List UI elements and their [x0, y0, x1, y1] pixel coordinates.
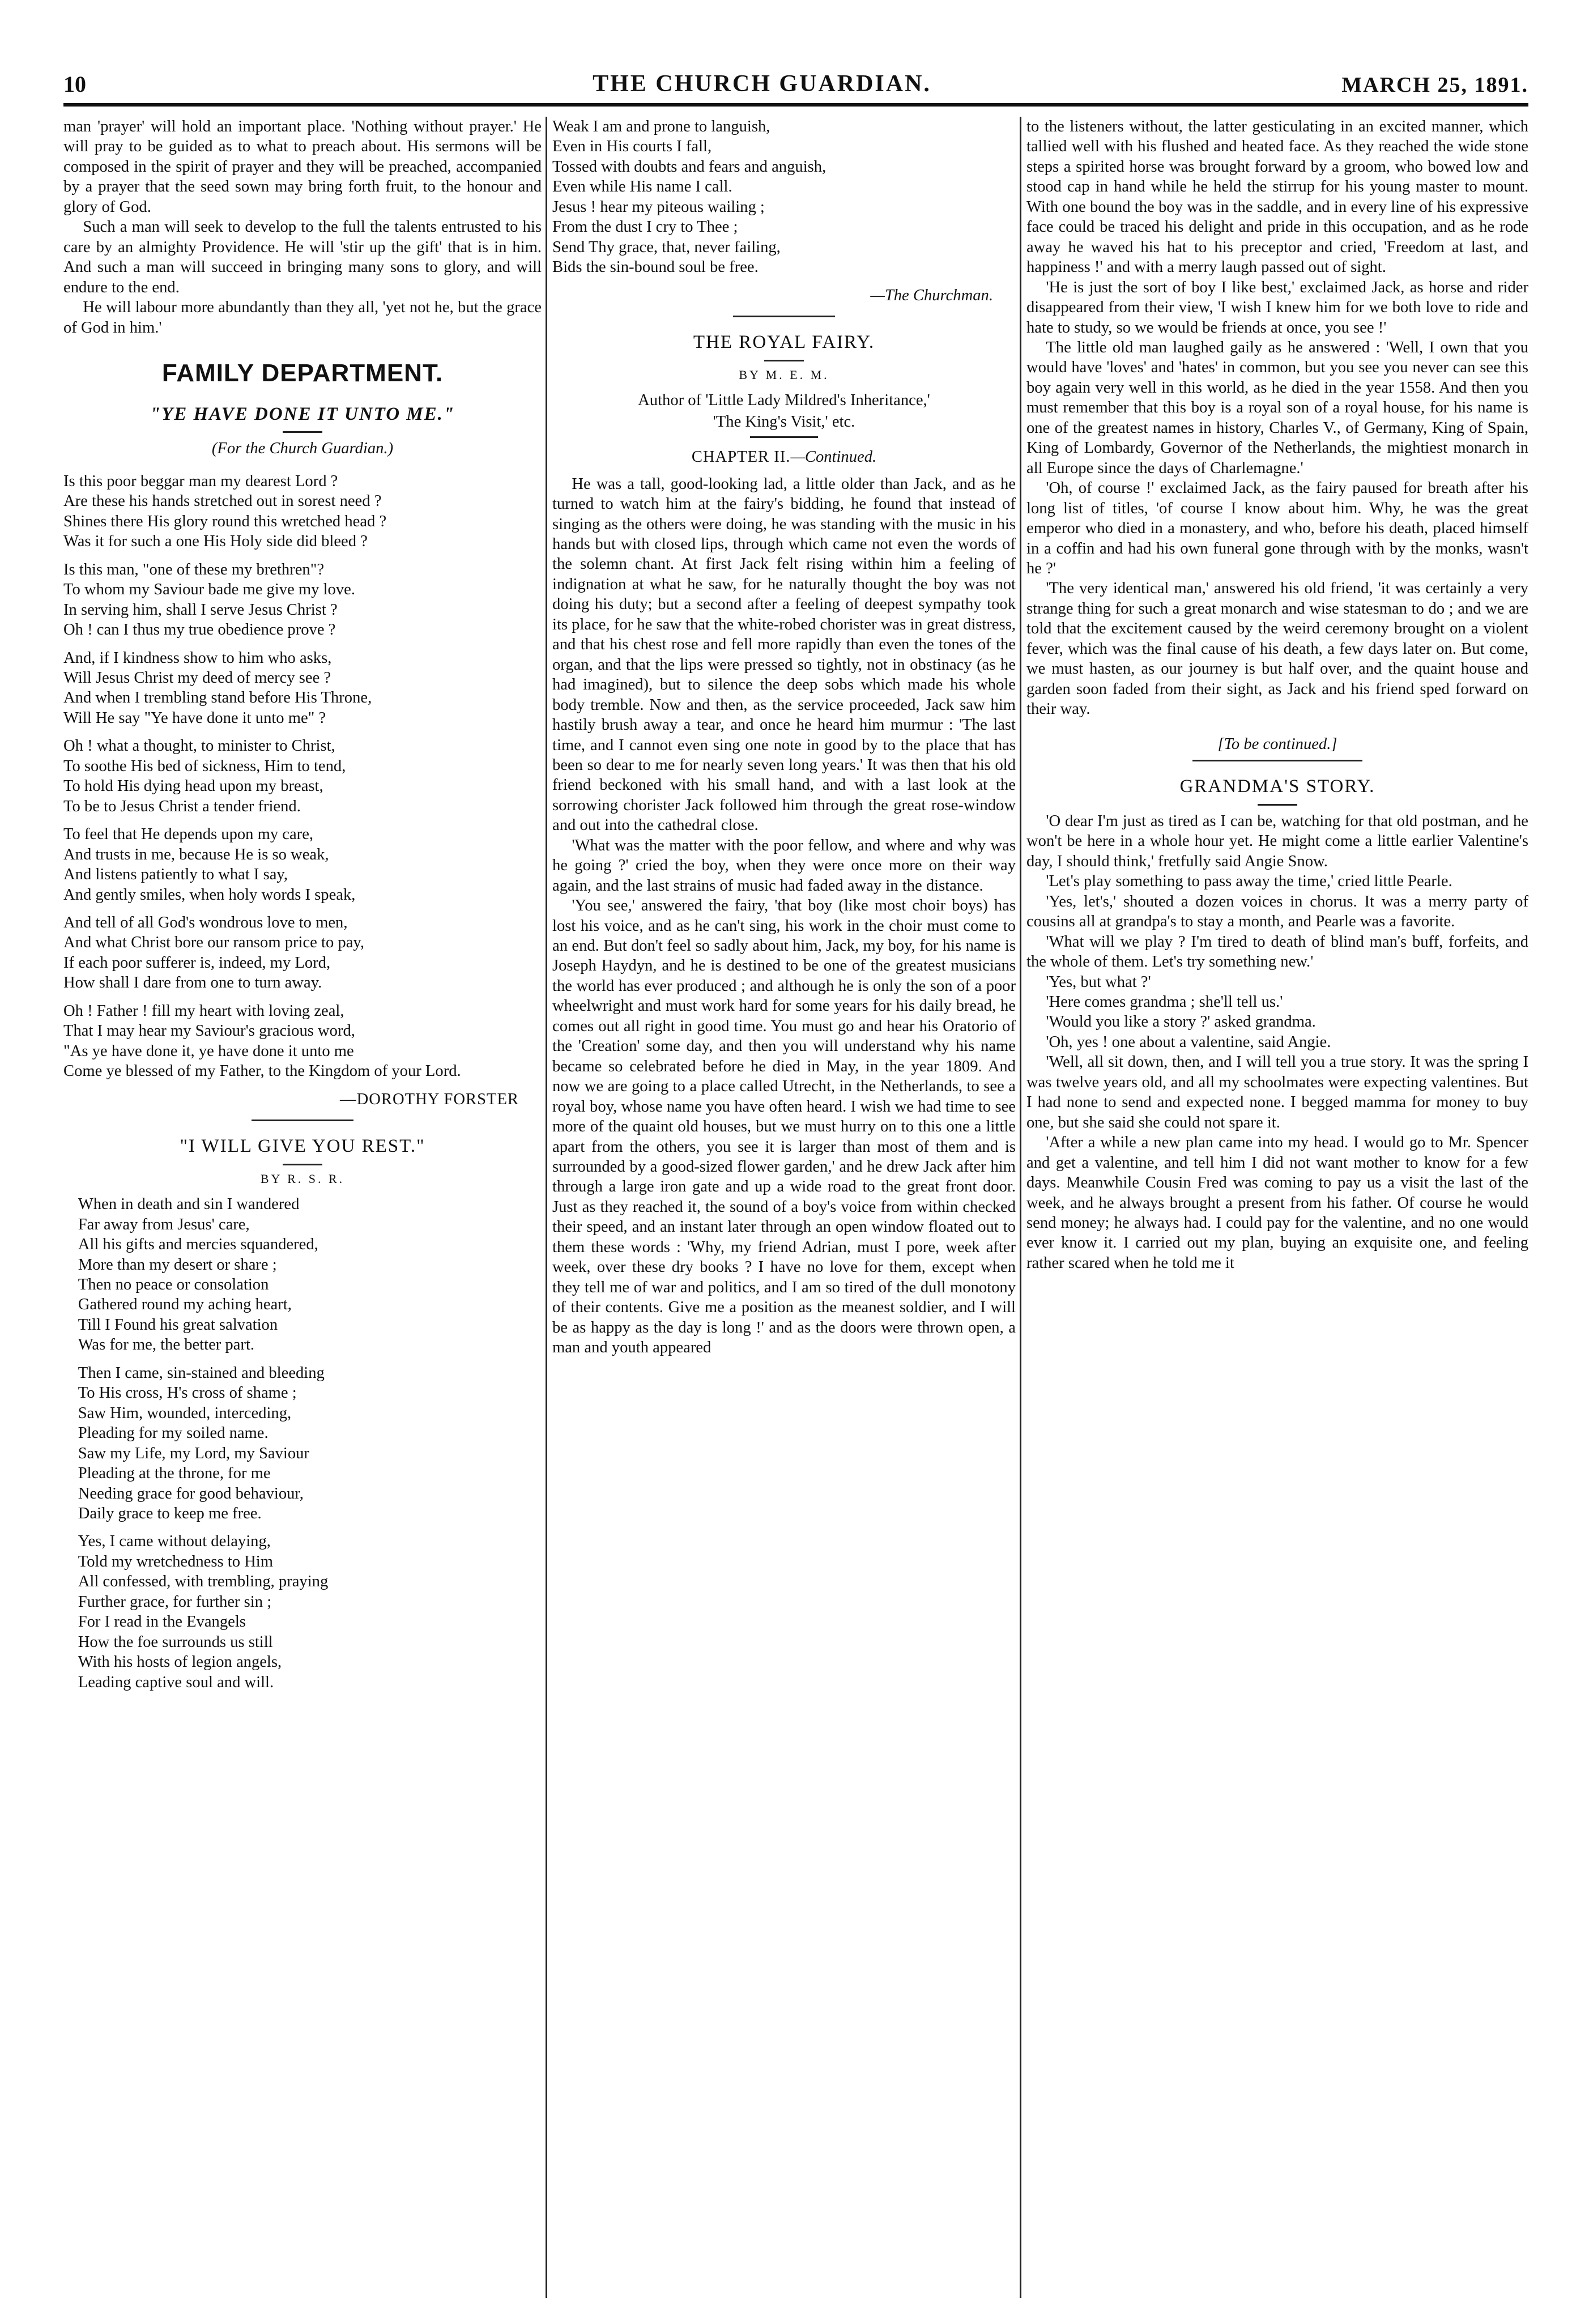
issue-date: MARCH 25, 1891.	[1341, 73, 1528, 97]
poem-line: Then I came, sin-stained and bleeding	[78, 1364, 325, 1382]
poem-line: Far away from Jesus' care,	[78, 1215, 250, 1233]
column-rule	[1020, 117, 1021, 2298]
poem-line: Pleading at the throne, for me	[78, 1465, 271, 1483]
poem-line: Will He say "Ye have done it unto me" ?	[63, 709, 326, 727]
poem-line: If each poor sufferer is, indeed, my Lord,	[63, 954, 331, 972]
poem-stanza	[63, 560, 542, 640]
to-be-continued	[1026, 734, 1528, 761]
poem-body	[63, 1194, 542, 1692]
divider	[750, 436, 818, 438]
poem-attribution: —DOROTHY FORSTER	[340, 1090, 519, 1108]
masthead	[63, 54, 1528, 107]
poem-line: Yes, I came without delaying,	[78, 1533, 271, 1551]
story-paragraph: The little old man laughed gaily as he answered : 'Well, I own that you would have 'loves' and 'hates' in common, but you see you never can see this boy again very well in this world, as he died in the year 1558. And then you must remember that this boy is a royal son of a royal house, for his name is one of the greatest names in history, Charles V., of Germany, King of Spain, King of Lombardy, Governor of the Netherlands, the mightiest monarch in all Europe since the days of Charlemagne.'	[1026, 338, 1528, 477]
poem-line: For I read in the Evangels	[78, 1613, 246, 1631]
divider	[283, 1164, 322, 1165]
poem-line: Is this man, "one of these my brethren"?	[63, 560, 325, 578]
poem-line: Is this poor beggar man my dearest Lord ?	[63, 472, 338, 490]
poem-line: Oh ! what a thought, to minister to Christ,	[63, 737, 335, 755]
poem-stanza	[63, 471, 542, 552]
poem-attribution: —The Churchman.	[870, 286, 993, 304]
poem-line: And when I trembling stand before His Throne,	[63, 689, 372, 707]
story-paragraph: 'Oh, of course !' exclaimed Jack, as the fairy paused for breath after his long list of titles, 'of course I know about him. Why, he was the great emperor who died in a monastery, and who, before his death, placed himself in a coffin and had his own funeral gone through with by the monks, wasn't he ?'	[1026, 479, 1528, 577]
poem-line: To soothe His bed of sickness, Him to tend,	[63, 757, 346, 775]
poem-note: (For the Church Guardian.)	[211, 440, 394, 458]
poem-title: "YE HAVE DONE IT UNTO ME."	[150, 403, 455, 424]
story-paragraph: 'What was the matter with the poor fellow, and where and why was he going ?' cried the boy, when they were once more on their way again, and the last strains of music had faded away in the distance.	[552, 836, 1016, 895]
story-paragraph: 'He is just the sort of boy I like best,' exclaimed Jack, as horse and rider disappeared from their view, 'I wish I knew him for we both love to ride and hate to study, so we would be friends at once, you see !'	[1026, 278, 1528, 337]
story-paragraph: 'Yes, let's,' shouted a dozen voices in chorus. It was a merry party of cousins all at grandpa's to stay a month, and Pearle was a favorite.	[1026, 892, 1528, 931]
poem-line: To His cross, H's cross of shame ;	[78, 1384, 297, 1402]
story-paragraph: 'The very identical man,' answered his old friend, 'it was certainly a very strange thing for such a great monarch and wise statesman to do ; and we are told that the excitement caused by the weird ceremony brought on a violent fever, which was the final cause of his death, a few days later on. But come, we must hasten, as our journey is but half over, and the quaint house and garden soon faded from their sight, as Jack and his friend sped forward on their way.	[1026, 580, 1528, 718]
newspaper-title: THE CHURCH GUARDIAN.	[593, 71, 931, 97]
poem-line: Bids the sin-bound soul be free.	[552, 258, 759, 276]
poem-line: Come ye blessed of my Father, to the Kingdom of your Lord.	[63, 1062, 461, 1080]
poem-line: With his hosts of legion angels,	[78, 1653, 282, 1671]
poem-title: "I WILL GIVE YOU REST."	[180, 1136, 425, 1157]
story-byline: BY M. E. M.	[739, 367, 829, 382]
author-note: 'The King's Visit,' etc.	[713, 412, 855, 431]
story-paragraph: 'You see,' answered the fairy, 'that boy (like most choir boys) has lost his voice, and as he can't sing, his work in the choir must come to an end. But don't feel so sadly about him, Jack, my boy, for his name is Joseph Haydyn, and he is destined to be one of the greatest musicians the world has ever produced ; and although he is only the son of a poor wheelwright and must work hard for some years for his daily bread, he comes out all right in good time. You must go and hear his Oratorio of the 'Creation' some day, and then you will understand why his name became so celebrated before he died in May, in the year 1809. And now we are going to a place called Utrecht, in the Netherlands, to see a royal boy, whose name you have often heard. I wish we had time to see more of the quaint old houses, but we must hurry on to this one a little apart from the others, you see it is larger than most of them and is surrounded by a good-sized flower garden,' and he drew Jack after him through a large iron gate and up a wide road to the great front door. Just as they reached it, the sound of a boy's voice from within checked their speed, and an instant later through an open window floated out to them these words : 'Why, my friend Adrian, must I pore, week after week, over these dry books ? I have no love for them, except when they tell me of war and politics, and I am so tired of the dull monotony of their contents. Give me a position as the meanest soldier, and I will be as happy as the day is long !' and as the doors were thrown open, a man and youth appeared	[552, 897, 1016, 1357]
story-paragraph: 'What will we play ? I'm tired to death of blind man's buff, forfeits, and the whole of them. Let's try something new.'	[1026, 933, 1528, 971]
to-be-continued-text: [To be continued.]	[1217, 735, 1337, 753]
poem-byline: BY R. S. R.	[260, 1171, 345, 1186]
poem-line: And listens patiently to what I say,	[63, 866, 288, 884]
poem-line: From the dust I cry to Thee ;	[552, 218, 738, 236]
poem-line: Jesus ! hear my piteous wailing ;	[552, 198, 765, 216]
poem-line: Till I Found his great salvation	[78, 1316, 278, 1334]
section-heading: FAMILY DEPARTMENT.	[161, 359, 444, 387]
poem-line: Shines there His glory round this wretched head ?	[63, 512, 387, 530]
column-rule	[546, 117, 547, 2298]
article-paragraph: man 'prayer' will hold an important place. 'Nothing without prayer.' He will pray to be guided as to what to preach about. His sermons will be composed in the spirit of prayer and they will be preached, accompanied by a prayer that the seed sown may bring forth fruit, to the honour and glory of God.	[63, 118, 542, 216]
author-note: Author of 'Little Lady Mildred's Inheritance,'	[638, 391, 930, 410]
poem-stanza	[552, 117, 1016, 278]
poem-line: In serving him, shall I serve Jesus Christ ?	[63, 601, 338, 619]
poem-body	[63, 471, 542, 1082]
chapter-continued: —Continued.	[790, 448, 877, 466]
poem-line: More than my desert or share ;	[78, 1255, 277, 1274]
poem-stanza	[63, 824, 542, 905]
divider	[1258, 804, 1297, 806]
poem-line: And trusts in me, because He is so weak,	[63, 845, 329, 863]
poem-line: Was it for such a one His Holy side did bleed ?	[63, 533, 368, 551]
story-paragraph: 'Oh, yes ! one about a valentine, said Angie.	[1046, 1033, 1331, 1051]
page-number: 10	[63, 71, 86, 97]
poem-stanza	[63, 736, 542, 816]
poem-line: Leading captive soul and will.	[78, 1673, 274, 1691]
story-title: GRANDMA'S STORY.	[1179, 776, 1375, 797]
poem-line: How the foe surrounds us still	[78, 1633, 273, 1651]
poem-line: To feel that He depends upon my care,	[63, 825, 314, 844]
poem-line: Even in His courts I fall,	[552, 138, 712, 156]
poem-line: When in death and sin I wandered	[78, 1195, 300, 1214]
story-paragraph: 'Let's play something to pass away the time,' cried little Pearle.	[1046, 872, 1452, 891]
poem-line: To whom my Saviour bade me give my love.	[63, 581, 355, 599]
poem-stanza	[63, 648, 542, 729]
divider	[1192, 760, 1362, 761]
poem-line: Was for me, the better part.	[78, 1336, 255, 1354]
poem-line: Then no peace or consolation	[78, 1276, 269, 1294]
story-paragraph: 'Here comes grandma ; she'll tell us.'	[1046, 993, 1283, 1011]
poem-stanza	[63, 1194, 542, 1355]
poem-line: To hold His dying head upon my breast,	[63, 777, 323, 795]
poem-line: Will Jesus Christ my deed of mercy see ?	[63, 669, 331, 687]
column-2	[552, 117, 1016, 2298]
story-paragraph: 'O dear I'm just as tired as I can be, watching for that old postman, and he won't be here in a whole hour yet. He might come a little earlier Valentine's day, I should think,' fretfully said Angie Snow.	[1026, 812, 1528, 870]
poem-line: To be to Jesus Christ a tender friend.	[63, 797, 301, 815]
poem-line: Send Thy grace, that, never failing,	[552, 238, 781, 256]
poem-line: Are these his hands stretched out in sorest need ?	[63, 492, 382, 510]
poem-line: All his gifts and mercies squandered,	[78, 1236, 318, 1254]
poem-line: How shall I dare from one to turn away.	[63, 974, 322, 992]
chapter-heading	[552, 447, 1016, 467]
poem-line: And gently smiles, when holy words I speak,	[63, 886, 356, 904]
poem-line: That I may hear my Saviour's gracious word,	[63, 1022, 355, 1040]
article-paragraph: He will labour more abundantly than they all, 'yet not he, but the grace of God in him.'	[63, 299, 542, 337]
poem-line: Saw my Life, my Lord, my Saviour	[78, 1444, 309, 1462]
article-paragraph: Such a man will seek to develop to the full the talents entrusted to his care by an almighty Providence. He will 'stir up the gift' that is in him. And such a man will succeed in bringing many sons to glory, and will endure to the end.	[63, 218, 542, 296]
story-paragraph: 'Yes, but what ?'	[1046, 973, 1151, 991]
poem-line: All confessed, with trembling, praying	[78, 1573, 329, 1591]
poem-body	[552, 117, 1016, 278]
poem-line: Gathered round my aching heart,	[78, 1296, 292, 1314]
poem-line: Saw Him, wounded, interceding,	[78, 1404, 292, 1422]
poem-line: Pleading for my soiled name.	[78, 1424, 269, 1442]
poem-line: And tell of all God's wondrous love to men,	[63, 913, 348, 931]
column-1	[63, 117, 542, 2298]
story-paragraph: He was a tall, good-looking lad, a little older than Jack, and as he turned to watch him at the fairy's bidding, he found that instead of singing as the others were doing, he was standing with the music in his hands but with closed lips, through which came not even the words of the solemn chant. At first Jack felt rising within him a feeling of indignation at what he saw, for he naturally thought the boy was not doing his duty; but a second after a feeling of deepest sympathy took its place, for he saw that the white-robed chorister was in great distress, and that his chest rose and fell more rapidly than even the tones of the organ, and that the lips were pressed so tightly, not in obstinacy (as he had imagined), but to silence the deep sobs which made his whole body tremble. Now and then, as the service proceeded, Jack saw him hastily brush away a tear, and once he heard him murmur : 'The last time, and I cannot even sing one note in good by to the place that has been so dear to me for nearly seven long years.' It was then that his old friend beckoned with his small hand, and with a last look at the sorrowing chorister Jack followed him through the great rose-window and out into the cathedral close.	[552, 475, 1016, 835]
poem-stanza	[63, 913, 542, 993]
poem-stanza	[63, 1531, 542, 1692]
story-title: THE ROYAL FAIRY.	[693, 332, 875, 353]
divider	[764, 360, 804, 361]
poem-line: And, if I kindness show to him who asks,	[63, 649, 332, 667]
column-3	[1026, 117, 1528, 2298]
divider	[252, 1120, 353, 1121]
divider	[733, 316, 835, 317]
poem-line: Needing grace for good behaviour,	[78, 1484, 304, 1502]
story-paragraph: 'After a while a new plan came into my head. I would go to Mr. Spencer and get a valentine, and tell him I did not want mother to know for a few days. Meanwhile Cousin Fred was coming to pay us a visit the last of the week, and he always brought a present from his father. Of course he would send money; he always had. I could pay for the valentine, and no one would ever know it. I carried out my plan, buying an exquisite one, and feeling rather scared when he told me it	[1026, 1134, 1528, 1272]
poem-line: "As ye have done it, ye have done it unto me	[63, 1042, 354, 1060]
poem-line: Weak I am and prone to languish,	[552, 118, 770, 135]
poem-line: Even while His name I call.	[552, 178, 732, 196]
chapter-label: CHAPTER II.	[691, 448, 791, 466]
divider	[283, 431, 322, 433]
poem-line: Oh ! Father ! fill my heart with loving zeal,	[63, 1002, 344, 1020]
poem-line: Oh ! can I thus my true obedience prove ?	[63, 621, 336, 639]
poem-line: And what Christ bore our ransom price to pay,	[63, 934, 364, 952]
story-paragraph: to the listeners without, the latter gesticulating in an excited manner, which tallied well with his flushed and heated face. As they reached the wide stone steps a spirited horse was brought forward by a groom, who bowed low and stood cap in hand while he held the stirrup for his young master to mount. With one bound the boy was in the saddle, and in every line of his expressive face could be traced his delight and pride in this occupation, and as he rode away he waved his hat to his preceptor and cried, 'Freedom at last, and happiness !' and with a merry laugh passed out of sight.	[1026, 118, 1528, 276]
poem-line: Tossed with doubts and fears and anguish,	[552, 158, 827, 176]
poem-stanza	[63, 1001, 542, 1082]
poem-stanza	[63, 1363, 542, 1524]
poem-line: Told my wretchedness to Him	[78, 1552, 273, 1570]
story-paragraph: 'Would you like a story ?' asked grandma.	[1046, 1013, 1316, 1031]
poem-line: Further grace, for further sin ;	[78, 1593, 272, 1611]
poem-line: Daily grace to keep me free.	[78, 1505, 262, 1522]
story-paragraph: 'Well, all sit down, then, and I will tell you a true story. It was the spring I was twelve years old, and all my schoolmates were expecting valentines. But I had none to send and expected none. I begged mamma for money to buy one, but she said she could not spare it.	[1026, 1053, 1528, 1131]
